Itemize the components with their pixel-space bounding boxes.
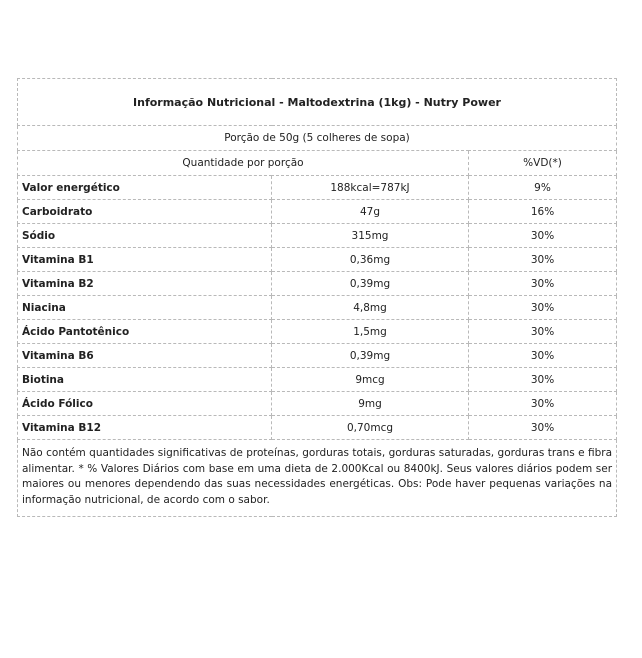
nutrient-amount: 0,70mcg [272, 416, 469, 440]
nutrient-vd: 30% [469, 416, 617, 440]
nutrient-vd: 30% [469, 296, 617, 320]
table-row [18, 248, 617, 272]
table-row [18, 224, 617, 248]
nutrient-amount: 188kcal=787kJ [272, 176, 469, 200]
footnote: Não contém quantidades significativas de proteínas, gorduras totais, gorduras saturadas, gorduras trans e fibra alimentar. * % Valores Diários com base em uma dieta de 2.000Kcal ou 8400kJ. Seus valores diários podem ser maiores ou menores dependendo das suas necessidades energéticas. Obs: Pode haver pequenas variações na informação nutricional, de acordo com o sabor. [18, 440, 617, 517]
nutrient-name: Vitamina B2 [18, 272, 272, 296]
nutrient-amount: 0,39mg [272, 344, 469, 368]
table-title: Informação Nutricional - Maltodextrina (1kg) - Nutry Power [18, 79, 617, 126]
table-row [18, 296, 617, 320]
nutrient-name: Carboidrato [18, 200, 272, 224]
portion-row [18, 126, 617, 151]
nutrient-amount: 47g [272, 200, 469, 224]
nutrient-amount: 4,8mg [272, 296, 469, 320]
nutrient-vd: 30% [469, 320, 617, 344]
nutrition-facts [17, 78, 616, 517]
nutrient-vd: 30% [469, 248, 617, 272]
nutrient-name: Valor energético [18, 176, 272, 200]
table-row [18, 392, 617, 416]
nutrient-name: Biotina [18, 368, 272, 392]
header-vd: %VD(*) [469, 151, 617, 176]
nutrient-amount: 1,5mg [272, 320, 469, 344]
nutrient-vd: 30% [469, 224, 617, 248]
nutrient-vd: 9% [469, 176, 617, 200]
nutrient-name: Sódio [18, 224, 272, 248]
table-row [18, 368, 617, 392]
nutrient-name: Vitamina B12 [18, 416, 272, 440]
nutrient-name: Vitamina B6 [18, 344, 272, 368]
nutrient-vd: 16% [469, 200, 617, 224]
table-row [18, 272, 617, 296]
nutrient-amount: 315mg [272, 224, 469, 248]
table-row [18, 320, 617, 344]
nutrient-name: Ácido Fólico [18, 392, 272, 416]
nutrient-amount: 0,39mg [272, 272, 469, 296]
header-row [18, 151, 617, 176]
nutrient-vd: 30% [469, 368, 617, 392]
title-row [18, 79, 617, 126]
table-row [18, 176, 617, 200]
nutrient-name: Ácido Pantotênico [18, 320, 272, 344]
nutrient-amount: 9mg [272, 392, 469, 416]
table-row [18, 200, 617, 224]
nutrient-vd: 30% [469, 392, 617, 416]
nutrition-table [17, 78, 617, 517]
table-row [18, 416, 617, 440]
nutrient-vd: 30% [469, 344, 617, 368]
nutrient-name: Niacina [18, 296, 272, 320]
nutrient-amount: 0,36mg [272, 248, 469, 272]
nutrient-amount: 9mcg [272, 368, 469, 392]
nutrient-vd: 30% [469, 272, 617, 296]
portion-size: Porção de 50g (5 colheres de sopa) [18, 126, 617, 151]
footnote-row [18, 440, 617, 517]
header-quantity: Quantidade por porção [18, 151, 469, 176]
nutrient-name: Vitamina B1 [18, 248, 272, 272]
table-row [18, 344, 617, 368]
